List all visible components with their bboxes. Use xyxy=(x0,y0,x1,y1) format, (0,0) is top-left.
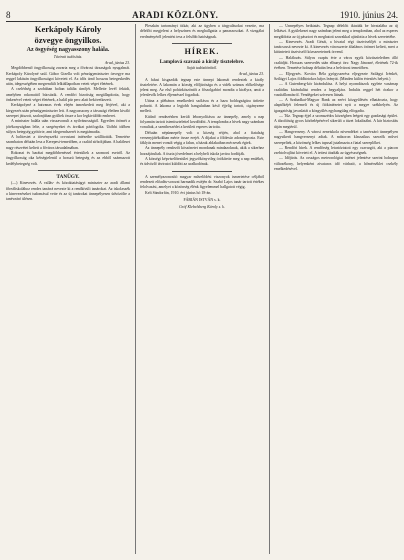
article-reporter: Távirati tudósítás. xyxy=(53,55,83,59)
section-divider xyxy=(172,171,232,172)
article-headline-line1: Kerkápoly Károly xyxy=(34,24,102,34)
page-number: 8 xyxy=(6,10,11,20)
news-item: — A Szabadkai-Magyar Bank az ezévi közgyűlésén elhatározta, hogy alaptőkéjét felemeli és új fiókintézetet nyit a megye székhelyén. Az igazgatóság javaslatát a közgyűlés egyhangúlag elfogadta. xyxy=(274,98,398,113)
article-paragraph: Kelt Sándorfán, 1910. évi június hó 18-án. xyxy=(145,190,212,195)
article-paragraph: A falusi kisgazdák tegnap este ünnepi lakomát rendeztek a király tiszteletére. A lakomán a község előljárósága és a vidék számos előkelősége jelent meg. Az első pohárköszöntőt a főszolgabíró mondta a királyra, amit a jelenlevők lelkes éljenzéssel fogadtak. xyxy=(140,77,264,98)
news-dateline: Arad, június 23. xyxy=(238,72,264,77)
column-3 xyxy=(274,24,398,556)
column-divider-1 xyxy=(135,24,136,554)
news-item: — Ünnepélyes beiktatás. Tegnap délelőtt iktatták be hivatalába az új lelkészt. A gyülekezet nagy számban jelent meg a templomban, ahol az esperes megáldotta az új pásztort és meghatott szavakkal ajánlotta a hívek szeretetébe. xyxy=(274,24,398,39)
news-reporter: Saját tudósítónktól. xyxy=(186,66,218,71)
news-headline: Lamplová szavazó a király tisztelebre. xyxy=(159,58,245,65)
column-1 xyxy=(6,24,130,556)
article-paragraph: Pleszkán tartományi titkár, aki az ügyben a tárgyalásokat vezette, ma délelőtt megjelent a helyszínen és meghallgatta a panaszosokat. A vizsgálat eredményéről jelentést tesz a felsőbb hatóságnak. xyxy=(140,24,264,39)
section-heading-hirek: HÍREK. xyxy=(184,46,220,56)
news-item: — Tűz. Tegnap éjjel a szomszédos községben leégett egy gazdasági épület. A tűzoltóság gyors közbelépésével sikerült a tüzet lokalizálni. A kár biztosítás útján megtérül. xyxy=(274,114,398,129)
news-item: — Eljegyzés. Kovács Béla gyógyszerész eljegyezte Szilágyi Irénkét, Szilágyi Lajos földbirtokos bájos leányát. (Minden külön értesítés helyett.) xyxy=(274,71,398,81)
news-item: — Hangverseny. A városi zeneiskola növendékei a tanévzáró ünnepélyen nagysikerű hangversenyt adtak. A műsoron klasszikus szerzők művei szerepeltek, a közönség lelkes tapssal jutalmazta a fiatal szereplőket. xyxy=(274,129,398,145)
article-paragraph: A cselédség a szobában holtan találta úrnőjét. Mellette levél feküdt, amelyben rokonaitól búcsúzik. A rendőri bizottság megállapította, hogy önkezével vetett véget életének, a halál pár perc alatt bekövetkezett. xyxy=(6,87,130,103)
news-item: — Kinevezés. Aradi Gézát, a hivatal régi tisztviselőjét a miniszter tanácsossá nevezte ki. A kinevezés városszerte általános örömet keltett, mert a kitüntetett tisztviselő közszeretetnek örvend. xyxy=(274,39,398,55)
article-paragraph: A holttestet a törvényszéki orvostani intézetbe szállították. Temetése szombaton délután lesz a Kerepesi-temetőben, a család sírboltjában. A haláleset nagy részvétet keltett a főváros társadalmában. xyxy=(6,135,130,150)
header-rule xyxy=(6,21,398,22)
article-paragraph: Az ünnepély rendezői köszönetet mondanak mindazoknak, akik a sikerhez hozzájárultak. A tiszta jövedelmet a helybeli iskola javára fordítják. xyxy=(140,146,264,156)
news-item: — A Gutenberg-kör kirándulása. A helyi nyomdászok egylete vasárnap családias kirándulást rendez a hegyaljára. Indulás reggel hét órakor a vasútállomásról. Vendégeket szívesen látnak. xyxy=(274,82,398,97)
column-divider-2 xyxy=(269,24,270,554)
article-paragraph: Délután népünnepély volt a község rétjén, ahol a fiatalság versenyjátékokban mérte össze erejét. A díjakat a földesúr adományozta. Este fáklyás menet vonult végig a falun, a házak ablakaiban mécsesek égtek. xyxy=(140,130,264,146)
article-headline-line2: özvegye öngyilkos. xyxy=(34,35,102,45)
article-subheadline: Az ösgyéség nagyasszony halála. xyxy=(26,47,110,53)
article-paragraph: (—) Kinevezés. A vallás- és közoktatásügyi miniszter az aradi állami főreáliskolához rendes tanárrá nevezte ki a rendkívüli tanárokat. Az iskolaszék a kinevezéseket tudomásul vette és az új tanárokat ünnepélyesen üdvözölte a tanévzáró ülésen. xyxy=(6,181,130,202)
section-divider xyxy=(172,43,232,44)
article-paragraph: A miniszter halála után visszavonult a nyilvánosságtól. Egyetlen örömét a jótékonyságban lelte, a szegényeket és árvákat pártfogolta. Utóbbi időben súlyos betegség gyötörte, ami idegrendszerét is megtámadta. xyxy=(6,119,130,134)
news-item: — Rendőri hírek. A rendőrség letartóztatott egy csavargót, aki a piacon zsebtolvajlást követett el. A tettest átadták az ügyészségnek. xyxy=(274,145,398,156)
article-paragraph: A községi képviselőtestület jegyzőkönyvileg örökítette meg a nap emlékét, és üdvözlő táviratot küldött az uralkodónak. xyxy=(140,157,264,167)
signature-line-2: Gróf Klebelsberg Károly s. k. xyxy=(179,205,225,210)
news-item: — Halálozás. Súlyos csapás érte a város egyik köztiszteletben álló családját. Hosszas szenvedés után elhunyt özv. Nagy Jánosné, életének 72-ik évében. Temetése holnap délután lesz a belvárosi temetőben. xyxy=(274,55,398,71)
column-2 xyxy=(140,24,264,556)
newspaper-title: ARADI KÖZLÖNY. xyxy=(132,10,219,20)
article-paragraph: Rokonai és barátai megdöbbenéssel értesültek a szomorú esetről. Az öngyilkosság oka kétségtelenül a hosszú betegség és az ebből származott kedélybetegség volt. xyxy=(6,151,130,166)
signature-line: FÁBIÁN ISTVÁN s. k. xyxy=(183,197,221,202)
page-header xyxy=(6,6,398,20)
article-paragraph: A személyazonosító magyar művelődési viszonyok ismertetése céljából rendezett előadás-sorozat harmadik estéjén dr. Szabó Lajos tanár tartott értékes felolvasást, amelyet a közönség élénk figyelemmel hallgatott végig. xyxy=(140,174,264,190)
section-heading-tanugy: TANÜGY. xyxy=(56,173,80,180)
issue-date: 1910. június 24. xyxy=(339,10,398,20)
article-paragraph: Kitűnő rendezésben került lebonyolításra az ünnepély, amely a nap folyamán tartott istentisztelettel kezdődött. A templomba a hívek nagy számban vonultak, a szentbeszédet a kerületi esperes tartotta. xyxy=(140,114,264,130)
article-paragraph: Utána a plébános emelkedett szólásra és a haza boldogságára ürítette poharát. A lakoma a legjobb hangulatban késő éjjelig tartott, cigányzene mellett. xyxy=(140,98,264,114)
news-item: — Időjárás. Az országos meteorológiai intézet jelentése szerint holnapra változékony, helyenként zivataros idő várható, a hőmérséklet csekély emelkedésével. xyxy=(274,156,398,172)
article-paragraph: Kerkápolyné a hatvanas évek elején ismerkedett meg férjével, aki a kiegyezés után pénzügyminiszter lett. A nagyasszony a társasági életben kiváló szerepet játszott, szalonjában gyűltek össze a kor legkiválóbb emberei. xyxy=(6,103,130,118)
article-dateline: Arad, június 23. xyxy=(104,61,130,65)
article-paragraph: Megdöbbentő öngyilkosság zavarta meg a fővárosi társaságok nyugalmát. Kerkápoly Károlyné szül. Gábor Gizella volt pénzügyminiszter özvegye ma reggel lakásán öngyilkosságot követett el. Az idős úrnő hosszas betegeskedés után, idegességében megrendült lelkiállapotban vetett véget életének. xyxy=(6,66,130,87)
section-divider xyxy=(38,170,98,171)
